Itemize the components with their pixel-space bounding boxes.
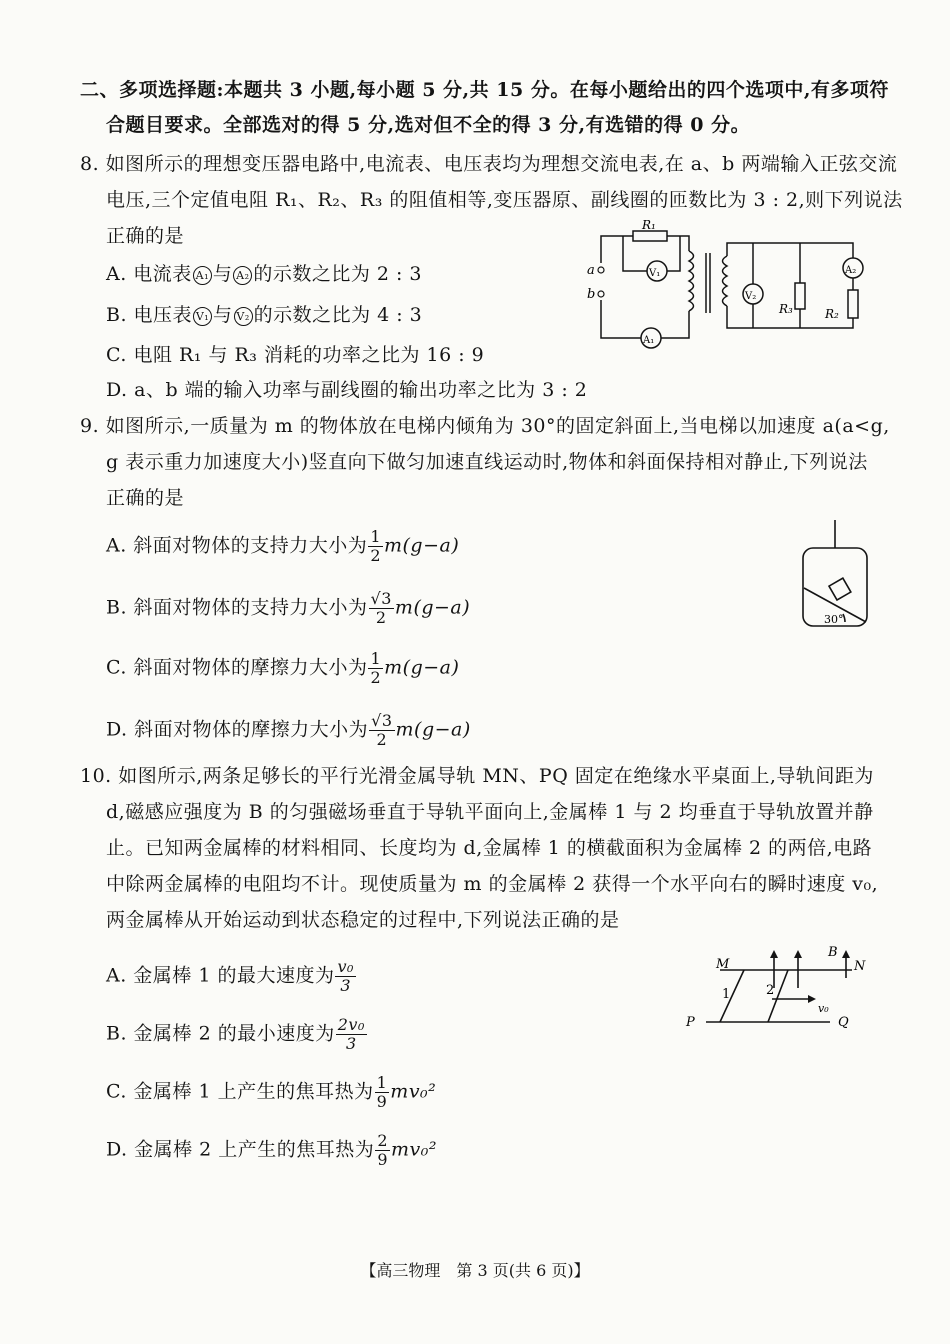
q8-option-b-pre: B. 电压表 (106, 304, 193, 326)
q10-option-b (106, 1016, 368, 1053)
q8-option-b-mid: 与 (213, 304, 233, 326)
q9-option-b-frac (369, 590, 394, 627)
label-m: M (716, 957, 730, 972)
page-footer: 【高三物理 第 3 页(共 6 页)】 (360, 1261, 590, 1280)
resistor-r2 (848, 290, 858, 318)
q8-option-a-pre: A. 电流表 (106, 263, 192, 285)
q9-option-a-frac (368, 528, 383, 565)
q8-option-c: C. 电阻 R₁ 与 R₃ 消耗的功率之比为 16 : 9 (106, 344, 485, 366)
frac-den: 2 (376, 730, 388, 749)
resistor-r3 (795, 283, 805, 309)
label-b: b (587, 287, 596, 302)
label-n: N (854, 959, 866, 974)
q9-option-c-frac (368, 650, 383, 687)
frac-den: 2 (375, 608, 387, 627)
label-r3: R₃ (779, 302, 793, 316)
frac-num: 1 (370, 527, 381, 546)
frac-num: √3 (371, 711, 393, 730)
q9-option-d-tail: m(g−a) (395, 718, 471, 741)
q10-option-d (106, 1132, 437, 1169)
q9-stem-line1: 9. 如图所示,一质量为 m 的物体放在电梯内倾角为 30°的固定斜面上,当电梯以加速度 a(a<g, (80, 415, 890, 437)
frac-num: 2 (377, 1131, 388, 1150)
q10-option-c-frac (375, 1074, 390, 1111)
frac-den: 2 (370, 546, 381, 565)
label-a: a (587, 263, 595, 278)
label-p: P (686, 1015, 695, 1030)
q9-option-a (106, 528, 459, 565)
q9-option-d (106, 712, 471, 749)
label-rod-2: 2 (766, 983, 775, 998)
q10-option-c-tail: mv₀² (390, 1080, 437, 1103)
q10-option-d-frac (375, 1132, 390, 1169)
label-b-field: B (828, 945, 838, 960)
section-heading-line2: 合题目要求。全部选对的得 5 分,选对但不全的得 3 分,有选错的得 0 分。 (106, 114, 751, 136)
q10-stem-line3: 止。已知两金属棒的材料相同、长度均为 d,金属棒 1 的横截面积为金属棒 2 的两倍,电路 (106, 837, 873, 859)
frac-num: v₀ (337, 957, 354, 976)
label-r1: R₁ (642, 218, 656, 232)
ammeter-a2-icon: A₂ (233, 266, 252, 285)
q8-option-d: D. a、b 端的输入功率与副线圈的输出功率之比为 3 : 2 (106, 379, 588, 401)
frac-den: 2 (370, 668, 382, 687)
label-a2: A₂ (845, 265, 857, 276)
q8-transformer-circuit-diagram (585, 218, 875, 358)
q9-option-a-text: A. 斜面对物体的支持力大小为 (106, 534, 368, 557)
q9-option-c-tail: m(g−a) (384, 656, 460, 679)
q8-option-b-post: 的示数之比为 4 : 3 (253, 304, 423, 326)
frac-den: 9 (377, 1150, 388, 1169)
q10-stem-line5: 两金属棒从开始运动到状态稳定的过程中,下列说法正确的是 (106, 909, 620, 931)
q9-elevator-incline-diagram (795, 518, 875, 630)
q9-option-c-text: C. 斜面对物体的摩擦力大小为 (106, 656, 368, 679)
q10-option-a (106, 958, 357, 995)
q10-rails-diagram (680, 944, 870, 1036)
frac-den: 3 (345, 1034, 357, 1053)
frac-num: √3 (370, 589, 392, 608)
q10-option-a-text: A. 金属棒 1 的最大速度为 (106, 964, 335, 987)
q9-option-b-text: B. 斜面对物体的支持力大小为 (106, 596, 368, 619)
frac-den: 9 (376, 1092, 388, 1111)
q8-option-a (106, 262, 422, 286)
q10-option-b-text: B. 金属棒 2 的最小速度为 (106, 1022, 335, 1045)
primary-coil (689, 251, 694, 311)
frac-num: 1 (376, 1073, 388, 1092)
q8-option-a-mid: 与 (212, 263, 233, 285)
q8-option-b (106, 303, 422, 327)
q10-option-d-tail: mv₀² (391, 1138, 437, 1161)
q9-option-d-text: D. 斜面对物体的摩擦力大小为 (106, 718, 369, 741)
section-heading-line1: 二、多项选择题:本题共 3 小题,每小题 5 分,共 15 分。在每小题给出的四个选项中,有多项符 (80, 79, 889, 101)
q8-option-a-post: 的示数之比为 2 : 3 (253, 263, 423, 285)
q8-stem-line1: 8. 如图所示的理想变压器电路中,电流表、电压表均为理想交流电表,在 a、b 两端输入正弦交流 (80, 153, 898, 175)
q9-option-b-tail: m(g−a) (394, 596, 471, 619)
q9-stem-line3: 正确的是 (106, 487, 185, 509)
label-v1: V₁ (649, 268, 661, 279)
label-v0: v₀ (818, 1002, 829, 1015)
q10-stem-line4: 中除两金属棒的电阻均不计。现使质量为 m 的金属棒 2 获得一个水平向右的瞬时速度 v₀, (106, 873, 879, 895)
q9-option-c (106, 650, 459, 687)
frac-den: 3 (340, 976, 352, 995)
frac-num: 2v₀ (337, 1015, 365, 1034)
q8-stem-line3: 正确的是 (106, 225, 185, 247)
resistor-r1 (633, 231, 667, 241)
q9-option-a-tail: m(g−a) (384, 534, 460, 557)
q9-stem-line2: g 表示重力加速度大小)竖直向下做匀加速直线运动时,物体和斜面保持相对静止,下列说法 (106, 451, 868, 473)
frac-num: 1 (370, 649, 382, 668)
q9-option-d-frac (369, 712, 394, 749)
secondary-coil (723, 256, 728, 306)
q10-option-d-text: D. 金属棒 2 上产生的焦耳热为 (106, 1138, 375, 1161)
label-r2: R₂ (825, 307, 839, 321)
label-q: Q (838, 1015, 849, 1030)
q8-stem-line2: 电压,三个定值电阻 R₁、R₂、R₃ 的阻值相等,变压器原、副线圈的匝数比为 3 : 2,则下列说法 (106, 189, 903, 211)
q9-option-b (106, 590, 470, 627)
q10-stem-line1: 10. 如图所示,两条足够长的平行光滑金属导轨 MN、PQ 固定在绝缘水平桌面上,导轨间距为 (80, 765, 874, 787)
voltmeter-v1-icon: V₁ (193, 307, 212, 326)
label-v2: V₂ (745, 291, 757, 302)
label-rod-1: 1 (722, 987, 731, 1002)
block-on-incline (829, 578, 851, 600)
q10-option-b-frac (336, 1016, 367, 1053)
q10-option-c (106, 1074, 436, 1111)
q10-option-a-frac (335, 958, 355, 995)
q10-stem-line2: d,磁感应强度为 B 的匀强磁场垂直于导轨平面向上,金属棒 1 与 2 均垂直于导轨放置并静 (106, 801, 874, 823)
label-a1: A₁ (643, 335, 655, 346)
q10-option-c-text: C. 金属棒 1 上产生的焦耳热为 (106, 1080, 374, 1103)
voltmeter-v2-icon: V₂ (234, 307, 253, 326)
angle-label: 30° (824, 613, 844, 626)
ammeter-a1-icon: A₁ (193, 266, 212, 285)
